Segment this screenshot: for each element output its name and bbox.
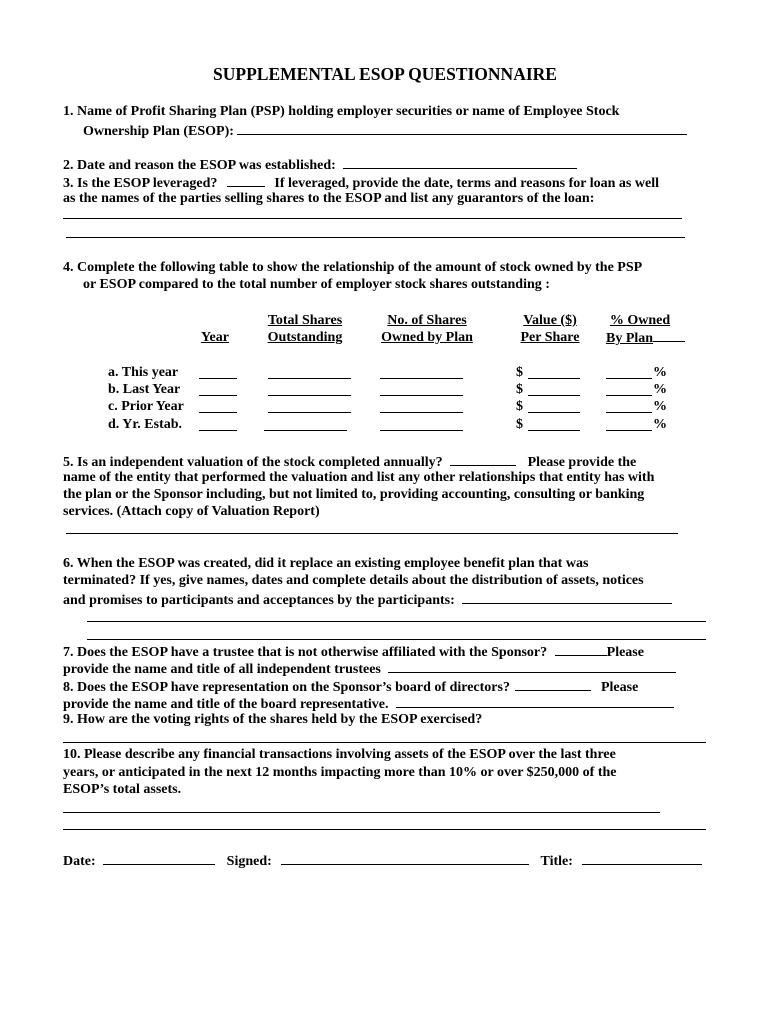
q6-label: and promises to participants and acceptances by the participants:: [63, 593, 455, 608]
signed-field[interactable]: [281, 851, 529, 865]
header-year: Year: [201, 330, 229, 345]
row-b-label: b. Last Year: [108, 382, 181, 397]
row-d-label: d. Yr. Estab.: [108, 417, 183, 432]
q10-answer-line-2[interactable]: [63, 829, 706, 830]
q10-line3: ESOP’s total assets.: [63, 782, 182, 797]
q7-trustees-field[interactable]: [388, 659, 676, 673]
title-label: Title:: [540, 854, 573, 869]
q10-line1: 10. Please describe any financial transactions involving assets of the ESOP over the last three: [63, 747, 616, 762]
q7-label-2: provide the name and title of all independent trustees: [63, 662, 381, 677]
row-b-percent-sign: %: [653, 382, 667, 397]
row-b-value-field[interactable]: [528, 395, 580, 396]
row-b-owned-shares-field[interactable]: [380, 395, 463, 396]
q5-line4: services. (Attach copy of Valuation Report): [63, 504, 320, 519]
q1-answer-field[interactable]: [237, 121, 687, 135]
q1-line2: [83, 121, 687, 140]
q3-leveraged-field[interactable]: [227, 173, 265, 187]
q10-line2: years, or anticipated in the next 12 months impacting more than 10% or over $250,000 of the: [63, 765, 617, 780]
q2-answer-field[interactable]: [343, 155, 577, 169]
date-field[interactable]: [103, 851, 215, 865]
row-d-owned-shares-field[interactable]: [380, 430, 463, 431]
q2-line: [63, 155, 577, 174]
header-value-1: Value ($): [523, 313, 577, 328]
signed-label: Signed:: [226, 854, 272, 869]
row-b-dollar: $: [516, 382, 523, 397]
q3-answer-line-1[interactable]: [63, 218, 682, 219]
row-c-percent-field[interactable]: [606, 412, 652, 413]
q8-followup: Please: [600, 680, 639, 695]
row-a-percent-sign: %: [653, 365, 667, 380]
row-c-total-shares-field[interactable]: [268, 412, 351, 413]
q7-line2: [63, 659, 676, 678]
q3-answer-line-2[interactable]: [66, 237, 685, 238]
header-owned-1: % Owned: [609, 313, 671, 328]
row-c-percent-sign: %: [653, 399, 667, 414]
row-c-label: c. Prior Year: [108, 399, 184, 414]
row-c-dollar: $: [516, 399, 523, 414]
header-no-shares-1: No. of Shares: [387, 313, 467, 328]
row-a-dollar: $: [516, 365, 523, 380]
title-field[interactable]: [582, 851, 702, 865]
row-d-percent-field[interactable]: [606, 430, 652, 431]
signature-row: [63, 851, 702, 870]
q7-followup: Please: [606, 645, 644, 660]
q8-board-field[interactable]: [515, 677, 591, 691]
row-d-dollar: $: [516, 417, 523, 432]
row-c-owned-shares-field[interactable]: [380, 412, 463, 413]
row-a-total-shares-field[interactable]: [268, 378, 351, 379]
row-a-value-field[interactable]: [528, 378, 580, 379]
q5-answer-line[interactable]: [66, 533, 678, 534]
row-d-total-shares-field[interactable]: [264, 430, 347, 431]
q3-followup: If leveraged, provide the date, terms and reasons for loan as well: [274, 176, 659, 191]
q10-answer-line-1[interactable]: [63, 812, 660, 813]
row-d-value-field[interactable]: [528, 430, 580, 431]
q3-label: 3. Is the ESOP leveraged?: [63, 176, 218, 191]
row-b-year-field[interactable]: [199, 395, 237, 396]
header-total-shares-1: Total Shares: [267, 313, 343, 328]
header-owned-2: [606, 329, 698, 347]
q5-line3: the plan or the Sponsor including, but not limited to, providing accounting, consulting or banking: [63, 487, 645, 502]
q4-line2: or ESOP compared to the total number of employer stock shares outstanding :: [83, 277, 550, 292]
page-title: SUPPLEMENTAL ESOP QUESTIONNAIRE: [213, 64, 557, 84]
row-d-year-field[interactable]: [199, 430, 237, 431]
q6-line2: terminated? If yes, give names, dates and complete details about the distribution of assets, notices: [63, 573, 644, 588]
date-label: Date:: [63, 854, 96, 869]
row-a-label: a. This year: [108, 365, 179, 380]
q6-line1: 6. When the ESOP was created, did it replace an existing employee benefit plan that was: [63, 556, 589, 571]
q2-label: 2. Date and reason the ESOP was established:: [63, 158, 336, 173]
q5-label: 5. Is an independent valuation of the stock completed annually?: [63, 455, 443, 470]
header-total-shares-2: Outstanding: [267, 330, 343, 345]
q9-line: 9. How are the voting rights of the shares held by the ESOP exercised?: [63, 712, 483, 727]
q8-representative-field[interactable]: [396, 694, 674, 708]
row-a-percent-field[interactable]: [606, 378, 652, 379]
q5-annual-field[interactable]: [450, 452, 516, 466]
row-d-percent-sign: %: [653, 417, 667, 432]
q1-label: Ownership Plan (ESOP):: [83, 124, 234, 139]
q9-answer-line[interactable]: [63, 742, 706, 743]
q4-line1: 4. Complete the following table to show the relationship of the amount of stock owned by the PSP: [63, 260, 643, 275]
row-b-total-shares-field[interactable]: [268, 395, 351, 396]
q7-label: 7. Does the ESOP have a trustee that is not otherwise affiliated with the Sponsor?: [63, 645, 548, 660]
q7-trustee-field[interactable]: [555, 642, 607, 656]
q5-followup: Please provide the: [527, 455, 637, 470]
q3-line2: as the names of the parties selling shares to the ESOP and list any guarantors of the loan:: [63, 191, 595, 206]
row-c-year-field[interactable]: [199, 412, 237, 413]
q8-label-2: provide the name and title of the board representative.: [63, 697, 389, 712]
row-c-value-field[interactable]: [528, 412, 580, 413]
row-a-year-field[interactable]: [199, 378, 237, 379]
q6-answer-line-2[interactable]: [87, 621, 706, 622]
q8-label: 8. Does the ESOP have representation on the Sponsor’s board of directors?: [63, 680, 510, 695]
q6-line3: [63, 590, 672, 609]
q6-answer-field[interactable]: [462, 590, 672, 604]
row-a-owned-shares-field[interactable]: [380, 378, 463, 379]
header-owned-2-label: By Plan: [606, 331, 654, 346]
q1-line1: 1. Name of Profit Sharing Plan (PSP) holding employer securities or name of Employee Stock: [63, 104, 620, 119]
header-no-shares-2: Owned by Plan: [381, 330, 473, 345]
q5-line2: name of the entity that performed the valuation and list any other relationships that entity has with: [63, 470, 655, 485]
q6-answer-line-3[interactable]: [87, 639, 706, 640]
header-value-2: Per Share: [520, 330, 580, 345]
row-b-percent-field[interactable]: [606, 395, 652, 396]
